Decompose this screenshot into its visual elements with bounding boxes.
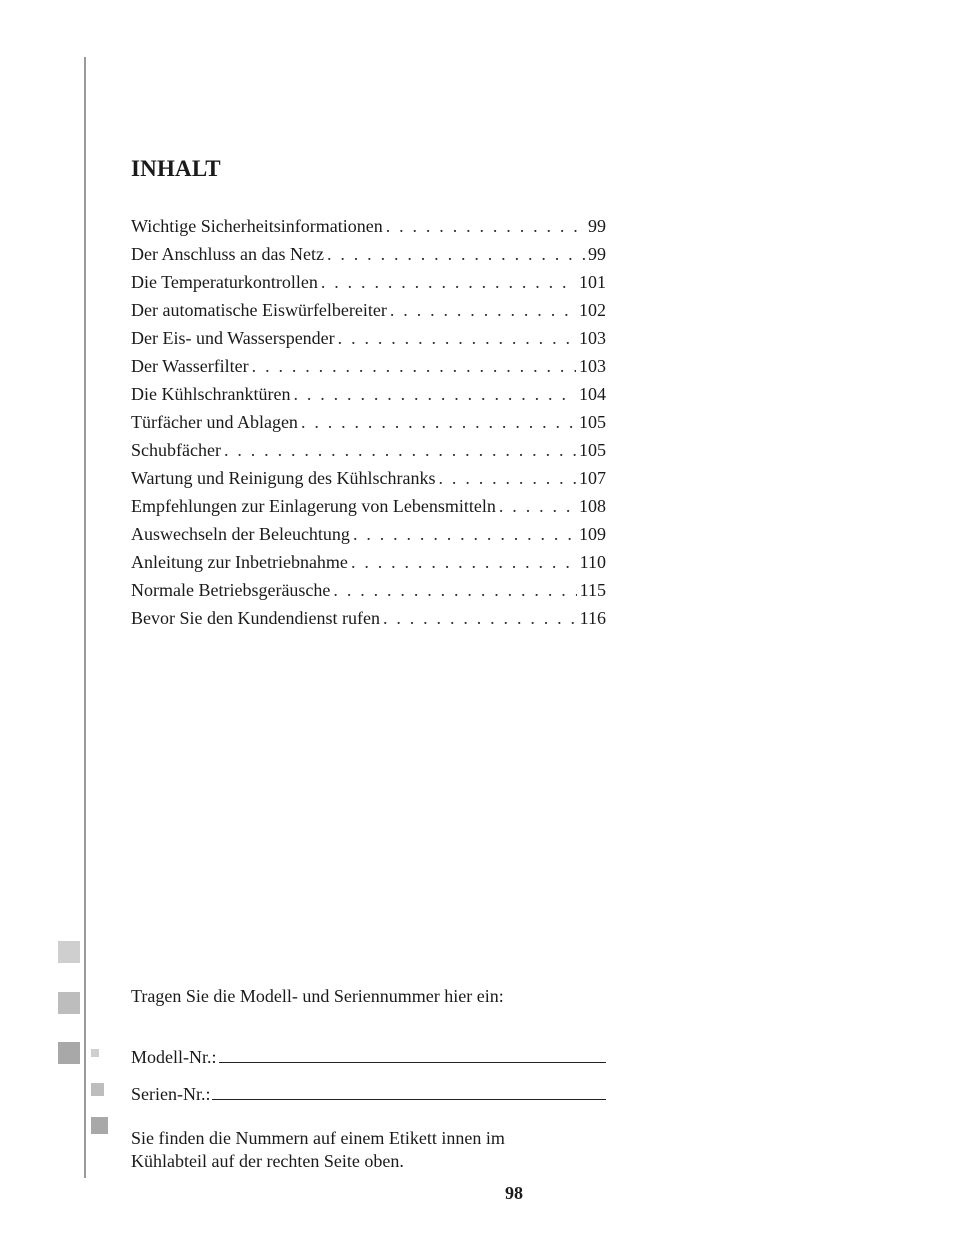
toc-entry-title: Die Kühlschranktüren (131, 384, 291, 404)
toc-entry[interactable] (131, 268, 606, 296)
toc-entry-page: 105 (579, 412, 606, 432)
toc-entry[interactable] (131, 464, 606, 492)
toc-entry-page: 103 (579, 356, 606, 376)
decor-square-small-1 (91, 1049, 99, 1057)
toc-entry[interactable] (131, 548, 606, 576)
toc-entry-page: 104 (579, 384, 606, 404)
toc-entry-page: 108 (579, 496, 606, 516)
toc-entry-page: 101 (579, 272, 606, 292)
model-number-label: Modell-Nr.: (131, 1047, 217, 1067)
toc-entry-title: Der automatische Eiswürfelbereiter (131, 300, 387, 320)
toc-entry-title: Wichtige Sicherheitsinformationen (131, 216, 383, 236)
toc-leader-dots (338, 324, 576, 352)
decor-square-large-3 (58, 1042, 80, 1064)
toc-entry[interactable] (131, 212, 606, 240)
toc-entry-title: Türfächer und Ablagen (131, 412, 298, 432)
toc-entry-page: 109 (579, 524, 606, 544)
toc-entry[interactable] (131, 576, 606, 604)
toc-entry-title: Empfehlungen zur Einlagerung von Lebensmitteln (131, 496, 496, 516)
model-number-line[interactable] (219, 1044, 607, 1063)
toc-entry[interactable] (131, 296, 606, 324)
toc-entry-page: 99 (588, 216, 606, 236)
toc-entry[interactable] (131, 408, 606, 436)
toc-leader-dots (439, 464, 576, 492)
toc-entry-page: 107 (579, 468, 606, 488)
toc-entry-title: Schubfächer (131, 440, 221, 460)
toc-leader-dots (252, 352, 576, 380)
toc-leader-dots (321, 268, 576, 296)
toc-entry[interactable] (131, 352, 606, 380)
toc-entry-title: Die Temperaturkontrollen (131, 272, 318, 292)
toc-entry[interactable] (131, 240, 606, 268)
toc-entry-title: Bevor Sie den Kundendienst rufen (131, 608, 380, 628)
toc-leader-dots (351, 548, 577, 576)
decor-square-small-2 (91, 1083, 104, 1096)
record-instruction: Tragen Sie die Modell- und Seriennummer hier ein: (131, 986, 504, 1006)
page-title: INHALT (131, 156, 221, 181)
page-number: 98 (505, 1183, 523, 1203)
model-number-field[interactable] (131, 1044, 606, 1069)
toc-leader-dots (293, 380, 576, 408)
toc-entry-title: Normale Betriebsgeräusche (131, 580, 331, 600)
toc-entry[interactable] (131, 520, 606, 548)
label-location-note-line-1: Sie finden die Nummern auf einem Etikett innen im (131, 1128, 505, 1148)
toc-leader-dots (327, 240, 585, 268)
toc-entry[interactable] (131, 380, 606, 408)
toc-entry-title: Anleitung zur Inbetriebnahme (131, 552, 348, 572)
toc-entry-title: Auswechseln der Beleuchtung (131, 524, 350, 544)
toc-leader-dots (499, 492, 576, 520)
toc-entry-page: 99 (588, 244, 606, 264)
toc-entry[interactable] (131, 324, 606, 352)
toc-entry-page: 110 (579, 552, 606, 572)
serial-number-line[interactable] (212, 1081, 606, 1100)
label-location-note-line-2: Kühlabteil auf der rechten Seite oben. (131, 1151, 404, 1171)
toc-entry[interactable] (131, 436, 606, 464)
toc-entry-page: 103 (579, 328, 606, 348)
toc-entry-page: 116 (579, 608, 606, 628)
decor-square-large-1 (58, 941, 80, 963)
toc-entry-title: Der Wasserfilter (131, 356, 249, 376)
toc-entry-page: 115 (579, 580, 606, 600)
margin-rule (84, 57, 86, 1178)
toc-entry-title: Der Anschluss an das Netz (131, 244, 324, 264)
toc-entry-page: 105 (579, 440, 606, 460)
toc-leader-dots (383, 604, 577, 632)
toc-leader-dots (224, 436, 576, 464)
toc-entry-title: Wartung und Reinigung des Kühlschranks (131, 468, 436, 488)
toc-leader-dots (390, 296, 576, 324)
toc-leader-dots (333, 576, 576, 604)
toc-leader-dots (301, 408, 576, 436)
toc-entry[interactable] (131, 604, 606, 632)
toc-entry[interactable] (131, 492, 606, 520)
toc-leader-dots (386, 212, 585, 240)
toc-entry-title: Der Eis- und Wasserspender (131, 328, 335, 348)
toc-leader-dots (353, 520, 576, 548)
decor-square-small-3 (91, 1117, 108, 1134)
serial-number-field[interactable] (131, 1081, 606, 1106)
table-of-contents (131, 212, 606, 632)
toc-entry-page: 102 (579, 300, 606, 320)
serial-number-label: Serien-Nr.: (131, 1084, 211, 1104)
label-location-note (131, 1127, 505, 1173)
decor-square-large-2 (58, 992, 80, 1014)
